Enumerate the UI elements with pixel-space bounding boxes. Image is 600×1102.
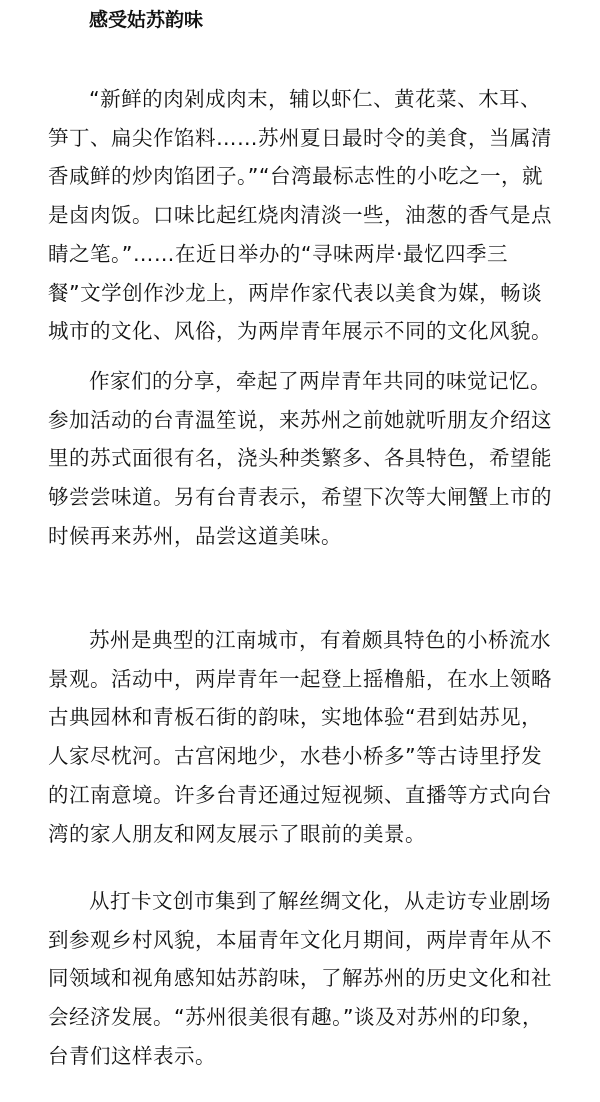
paragraph-2: 作家们的分享，牵起了两岸青年共同的味觉记忆。参加活动的台青温笙说，来苏州之前她就听朋友介绍这里的苏式面很有名，浇头种类繁多、各具特色，希望能够尝尝味道。另有台青表示，希望下次等大闸蟹上市的时候再来苏州，品尝这道美味。	[48, 369, 552, 548]
paragraph-3: 苏州是典型的江南城市，有着颇具特色的小桥流水景观。活动中，两岸青年一起登上摇橹船，在水上领略古典园林和青板石街的韵味，实地体验“君到姑苏见，人家尽枕河。古宫闲地少，水巷小桥多”等古诗里抒发的江南意境。许多台青还通过短视频、直播等方式向台湾的家人朋友和网友展示了眼前的美景。	[48, 628, 552, 846]
article-title: 感受姑苏韵味	[89, 9, 204, 31]
paragraph-4: 从打卡文创市集到了解丝绸文化，从走访专业剧场到参观乡村风貌，本届青年文化月期间，两岸青年从不同领域和视角感知姑苏韵味，了解苏州的历史文化和社会经济发展。“苏州很美很有趣。”谈及对苏州的印象，台青们这样表示。	[48, 889, 552, 1068]
paragraph-1: “新鲜的肉剁成肉末，辅以虾仁、黄花菜、木耳、笋丁、扁尖作馅料……苏州夏日最时令的美食，当属清香咸鲜的炒肉馅团子。”“台湾最标志性的小吃之一，就是卤肉饭。口味比起红烧肉清淡一些，油葱的香气是点睛之笔。”……在近日举办的“寻味两岸·最忆四季三餐”文学创作沙龙上，两岸作家代表以美食为媒，畅谈城市的文化、风俗，为两岸青年展示不同的文化风貌。	[48, 87, 552, 344]
